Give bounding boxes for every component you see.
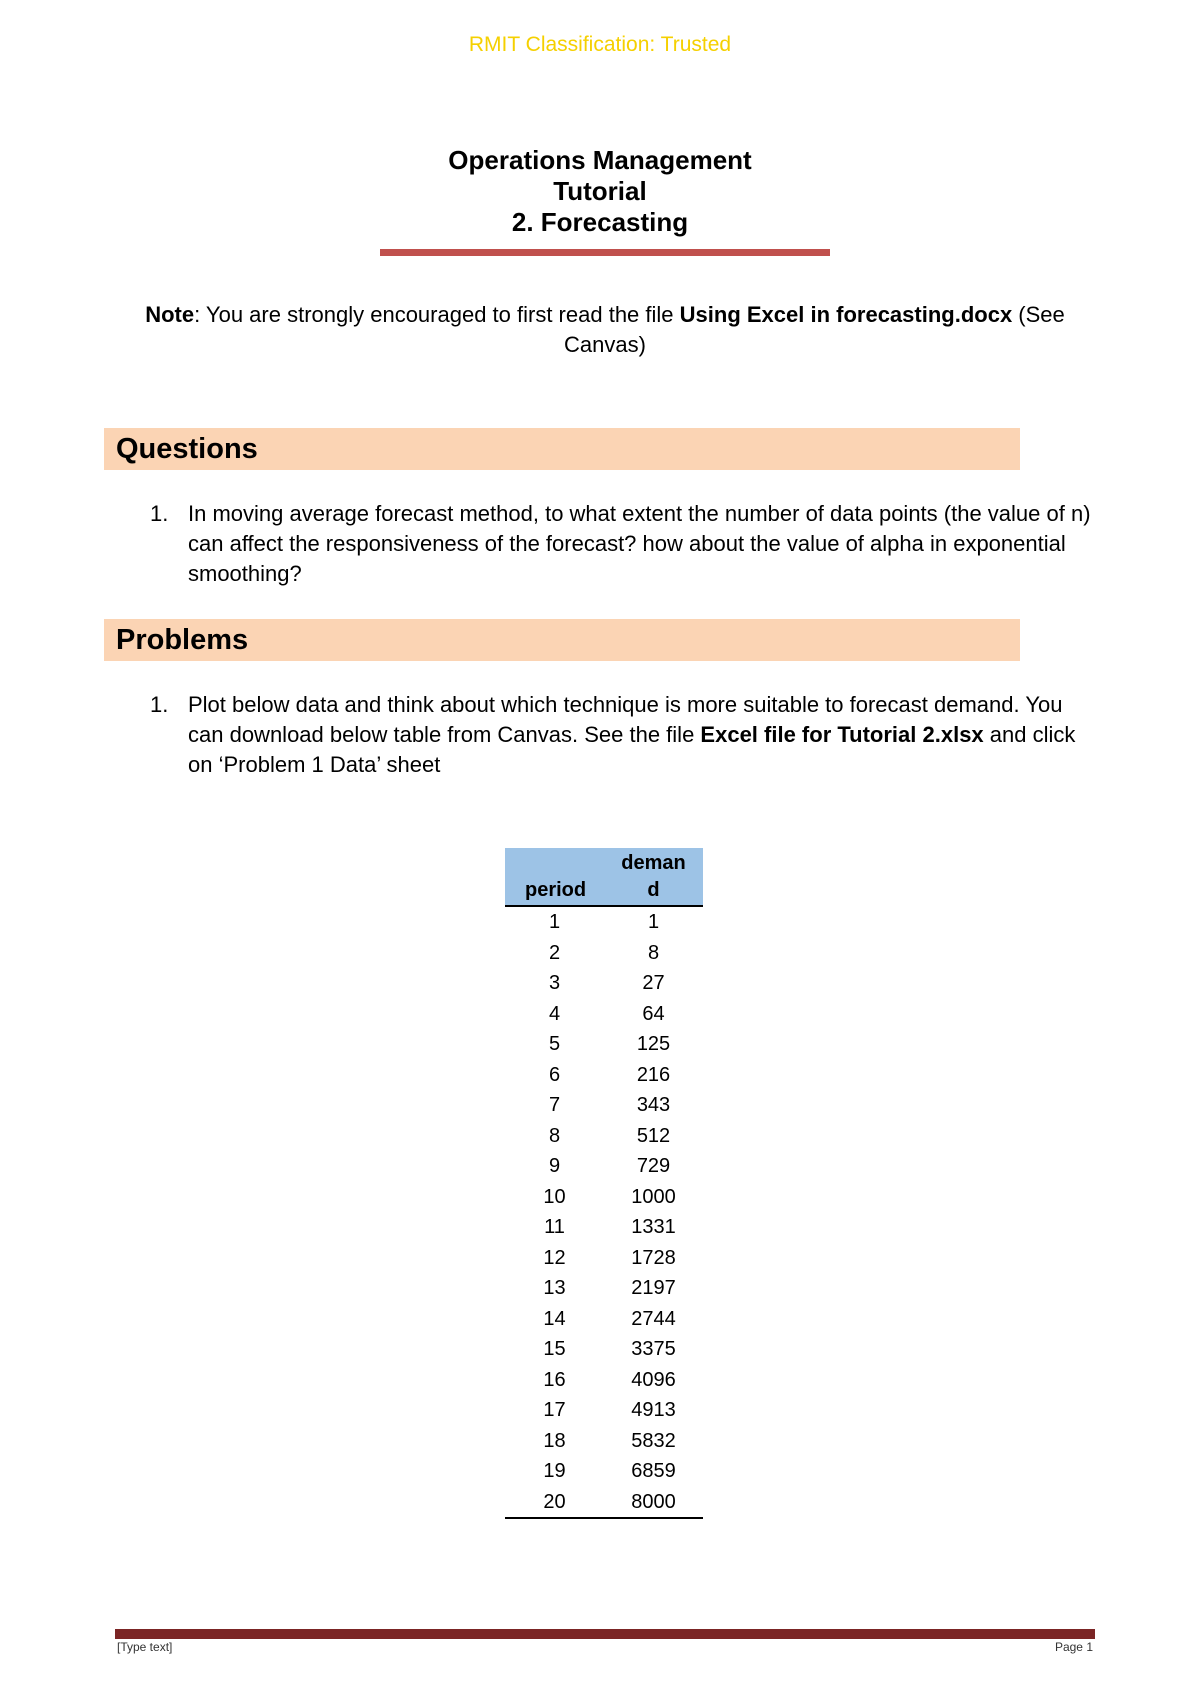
- table-row: [505, 1121, 703, 1152]
- table-row: [505, 1060, 703, 1091]
- demand-cell: 343: [636, 1094, 671, 1117]
- title-line-topic: 2. Forecasting: [511, 207, 689, 237]
- table-row: [505, 1243, 703, 1274]
- classification-label: RMIT Classification: Trusted: [468, 33, 732, 56]
- table-row: [505, 1395, 703, 1426]
- table-row: [505, 1487, 703, 1519]
- note-paragraph: [130, 300, 1080, 360]
- note-colon: :: [194, 302, 201, 327]
- period-cell: 9: [548, 1155, 561, 1178]
- questions-list: [150, 499, 1100, 589]
- period-cell: 2: [548, 941, 561, 964]
- table-row: [505, 999, 703, 1030]
- table-row: [505, 1182, 703, 1213]
- document-title: [0, 145, 1200, 238]
- note-file-name: Using Excel in forecasting.docx: [679, 302, 1013, 327]
- table-row: [505, 1365, 703, 1396]
- period-cell: 4: [548, 1002, 561, 1025]
- demand-cell: 1000: [631, 1185, 676, 1208]
- demand-cell: 1331: [631, 1216, 676, 1239]
- period-cell: 14: [543, 1307, 566, 1330]
- period-cell: 1: [548, 911, 561, 934]
- problem-number: 1.: [150, 692, 169, 717]
- period-cell: 7: [548, 1094, 561, 1117]
- demand-data-table: [505, 848, 703, 1519]
- period-cell: 16: [543, 1368, 566, 1391]
- question-text: In moving average forecast method, to what extent the number of data points (the value of n) can affect the responsiveness of the forecast? how about the value of alpha in exponential smoothing?: [188, 501, 1091, 586]
- demand-cell: 5832: [631, 1429, 676, 1452]
- period-cell: 19: [543, 1460, 566, 1483]
- demand-cell: 8000: [604, 1487, 703, 1519]
- problem-text-1: Plot below data and think about which technique is more suitable to forecast demand. You can download below table from Canvas. See the file: [188, 692, 1063, 747]
- demand-cell: 2197: [631, 1277, 676, 1300]
- demand-cell: 6859: [631, 1460, 676, 1483]
- table-row: [505, 1456, 703, 1487]
- table-row: [505, 1151, 703, 1182]
- period-cell: 6: [548, 1063, 561, 1086]
- table-row: [505, 1426, 703, 1457]
- table-header-row: [505, 848, 703, 906]
- demand-cell: 729: [636, 1155, 671, 1178]
- table-row: [505, 938, 703, 969]
- table-body: [505, 906, 703, 1518]
- table-row: [505, 1334, 703, 1365]
- problem-item: [150, 690, 1100, 780]
- table-row: [505, 968, 703, 999]
- problem-file-name: Excel file for Tutorial 2.xlsx: [700, 722, 984, 747]
- note-text-1: You are strongly encouraged to first read the file: [200, 302, 680, 327]
- questions-heading: Questions: [104, 428, 1020, 470]
- demand-cell: 27: [642, 972, 665, 995]
- column-header-period: period: [505, 848, 604, 906]
- period-cell: 11: [544, 1216, 565, 1239]
- demand-cell: 2744: [631, 1307, 676, 1330]
- note-label: Note: [145, 302, 195, 327]
- problems-list: [150, 690, 1100, 780]
- demand-cell: 1: [647, 911, 660, 934]
- period-cell: 3: [548, 972, 561, 995]
- demand-cell: 4096: [631, 1368, 676, 1391]
- period-cell: 13: [543, 1277, 566, 1300]
- title-line-tutorial: Tutorial: [553, 176, 647, 206]
- period-cell: 17: [543, 1399, 566, 1422]
- table-row: [505, 1304, 703, 1335]
- period-cell: 8: [548, 1124, 561, 1147]
- title-underline: [380, 249, 830, 256]
- column-header-demand: [604, 848, 703, 906]
- question-item: [150, 499, 1100, 589]
- demand-cell: 125: [636, 1033, 671, 1056]
- question-number: 1.: [150, 501, 169, 526]
- period-cell: 15: [543, 1338, 566, 1361]
- table-row: [505, 1273, 703, 1304]
- period-cell: 10: [543, 1185, 566, 1208]
- table-row: [505, 906, 703, 938]
- problems-heading: Problems: [104, 619, 1020, 661]
- footer-page-number: Page 1: [1054, 1640, 1093, 1654]
- table-row: [505, 1029, 703, 1060]
- problem-text-2: and click on ‘Problem 1 Data’ sheet: [188, 722, 1076, 777]
- demand-cell: 64: [642, 1002, 665, 1025]
- note-text-2: (See Canvas): [564, 302, 1065, 357]
- demand-cell: 8: [647, 941, 660, 964]
- period-cell: 5: [548, 1033, 561, 1056]
- column-header-demand-line2: d: [647, 879, 660, 901]
- column-header-demand-line1: deman: [621, 852, 686, 874]
- demand-cell: 1728: [631, 1246, 676, 1269]
- table-row: [505, 1090, 703, 1121]
- demand-cell: 512: [636, 1124, 671, 1147]
- demand-cell: 3375: [631, 1338, 676, 1361]
- footer-rule: [115, 1629, 1095, 1639]
- demand-cell: 216: [636, 1063, 671, 1086]
- title-line-course: Operations Management: [448, 145, 752, 175]
- period-cell: 12: [543, 1246, 566, 1269]
- period-cell: 18: [543, 1429, 566, 1452]
- table-row: [505, 1212, 703, 1243]
- demand-cell: 4913: [631, 1399, 676, 1422]
- footer-left-text: [Type text]: [117, 1640, 173, 1654]
- period-cell: 20: [505, 1487, 604, 1519]
